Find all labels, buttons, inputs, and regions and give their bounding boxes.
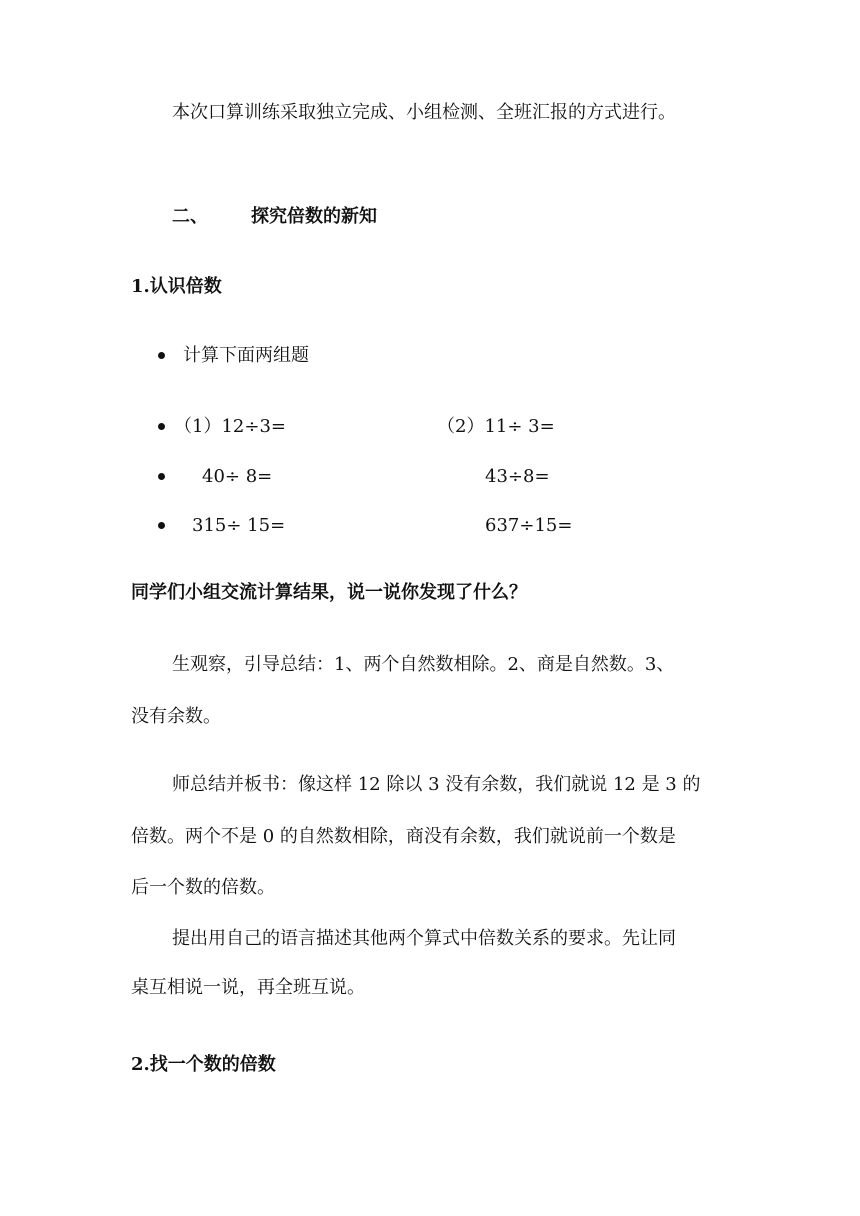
exercise-right-3: 637÷15= (485, 515, 573, 536)
exercise-right-2: 43÷8= (485, 466, 550, 487)
summary-line-3: 后一个数的倍数。 (131, 877, 275, 898)
observe-line-1: 生观察，引导总结：1、两个自然数相除。2、商是自然数。3、 (172, 654, 675, 675)
discussion-question: 同学们小组交流计算结果，说一说你发现了什么？ (131, 582, 527, 603)
bullet-icon (158, 473, 165, 480)
exercise-left-2: 40÷ 8= (202, 466, 273, 487)
exercise-left-1: （1）12÷3= (174, 416, 286, 437)
subsection-heading-2: 2.找一个数的倍数 (131, 1054, 276, 1075)
section-number: 二、 (172, 206, 208, 227)
exercise-instruction: 计算下面两组题 (183, 345, 309, 366)
summary-line-2: 倍数。两个不是 0 的自然数相除，商没有余数，我们就说前一个数是 (131, 826, 676, 847)
exercise-left-3: 315÷ 15= (192, 515, 286, 536)
bullet-icon (158, 352, 165, 359)
observe-line-2: 没有余数。 (131, 706, 221, 727)
describe-line-2: 桌互相说一说，再全班互说。 (131, 977, 365, 998)
section-heading: 探究倍数的新知 (251, 206, 377, 227)
exercise-right-1: （2）11÷ 3= (437, 416, 555, 437)
bullet-icon (158, 522, 165, 529)
method-paragraph: 本次口算训练采取独立完成、小组检测、全班汇报的方式进行。 (172, 102, 676, 123)
summary-line-1: 师总结并板书：像这样 12 除以 3 没有余数，我们就说 12 是 3 的 (172, 774, 701, 795)
bullet-icon (158, 423, 165, 430)
subsection-heading-1: 1.认识倍数 (131, 276, 222, 297)
describe-line-1: 提出用自己的语言描述其他两个算式中倍数关系的要求。先让同 (172, 928, 676, 949)
